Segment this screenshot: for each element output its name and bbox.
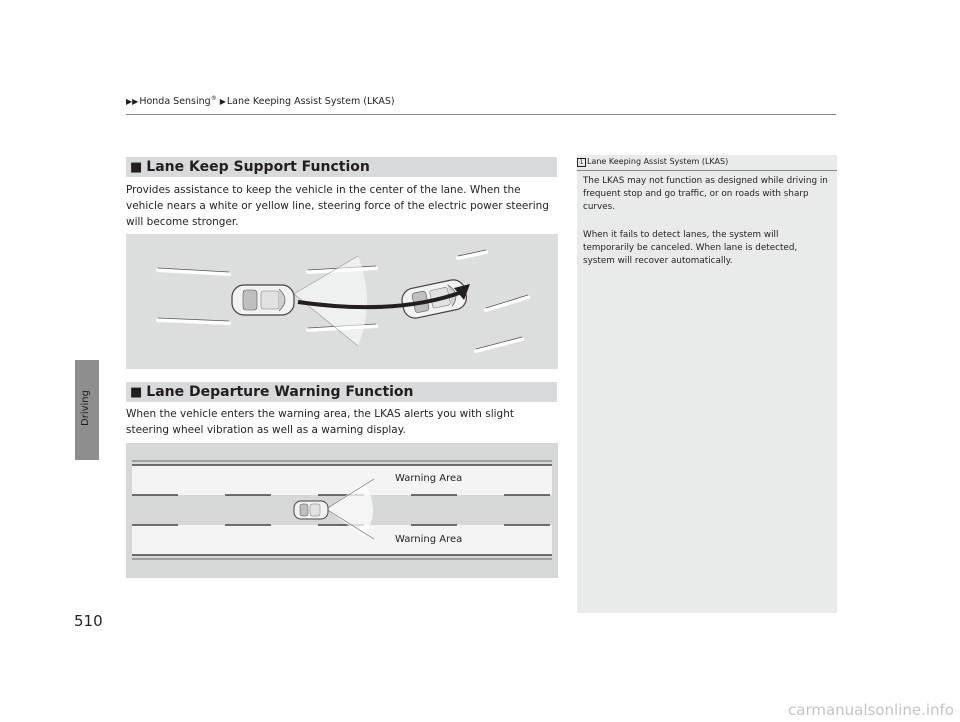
side-spacer [75, 118, 99, 360]
lane-departure-figure [126, 443, 558, 578]
warning-area-label-bottom: Warning Area [395, 534, 463, 545]
note-paragraph-1: The LKAS may not function as designed while driving in frequent stop and go traffic, or on roads with sharp curves. [583, 176, 828, 212]
note-heading [577, 157, 837, 171]
breadcrumb-part1: Honda Sensing [139, 96, 211, 108]
reference-icon: 1 [577, 158, 586, 167]
chapter-label: Driving [80, 390, 91, 426]
section-title: Lane Departure Warning Function [146, 384, 414, 400]
note-panel [577, 155, 837, 613]
section-title: Lane Keep Support Function [146, 159, 370, 175]
square-bullet-icon: ■ [130, 385, 143, 400]
header-rule [126, 114, 836, 115]
arrow-icon: ▶ [219, 97, 226, 107]
square-bullet-icon: ■ [130, 160, 143, 175]
registered-mark: ® [210, 95, 217, 102]
arrow-icon: ▶▶ [126, 97, 139, 107]
car-icon [294, 501, 328, 519]
note-title: Lane Keeping Assist System (LKAS) [587, 157, 729, 166]
breadcrumb [126, 95, 395, 107]
note-paragraph-2: When it fails to detect lanes, the system will temporarily be canceled. When lane is detected, system will recover automatically. [583, 230, 798, 266]
warning-area-label-top: Warning Area [395, 473, 463, 484]
section-header-lane-departure [126, 382, 557, 402]
lane-keep-figure [126, 234, 558, 369]
section1-body: Provides assistance to keep the vehicle in the center of the lane. When the vehicle nears a white or yellow line, steering force of the electric power steering will become stronger. [126, 184, 549, 228]
car-icon [232, 285, 294, 315]
breadcrumb-part2: Lane Keeping Assist System (LKAS) [226, 96, 395, 108]
lane-keep-diagram [126, 234, 558, 369]
section-header-lane-keep [126, 157, 557, 177]
watermark: carmanualsonline.info [788, 701, 954, 719]
lane-departure-diagram [126, 443, 558, 578]
section2-body: When the vehicle enters the warning area, the LKAS alerts you with slight steering wheel vibration as well as a warning display. [126, 408, 514, 436]
page-number: 510 [74, 612, 103, 630]
